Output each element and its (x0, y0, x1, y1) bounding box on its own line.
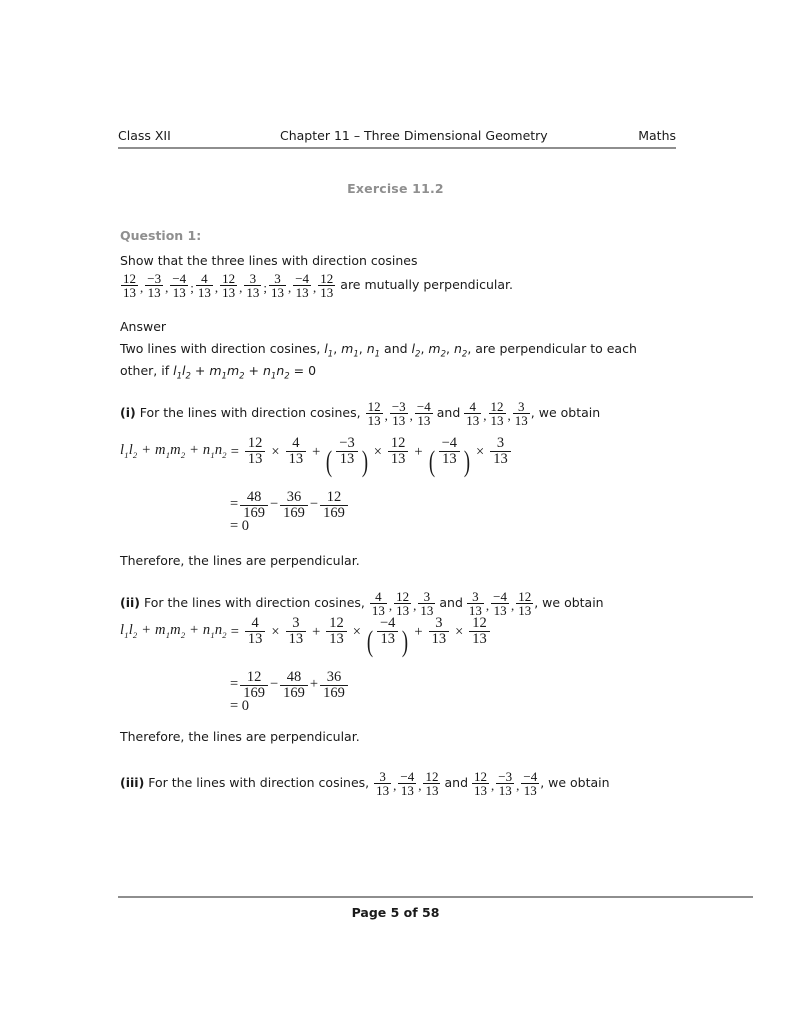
fraction-denominator: 13 (295, 285, 309, 301)
fraction (496, 770, 514, 798)
math-operator: = (230, 676, 239, 693)
fraction-numerator: 3 (244, 272, 261, 286)
fraction-separator: , (418, 777, 422, 793)
fraction-numerator: −4 (523, 769, 538, 784)
fraction-denominator: 13 (390, 451, 406, 468)
part-i-equation-line-1 (120, 435, 513, 478)
part-iii-set-a (373, 770, 441, 798)
equation-result-terms (230, 489, 350, 522)
fraction (388, 436, 409, 467)
fraction-numerator: 48 (280, 670, 308, 686)
fraction (398, 770, 416, 798)
fraction (489, 400, 506, 428)
fraction-denominator: 13 (376, 783, 390, 799)
fraction-denominator: 169 (243, 505, 265, 522)
fraction-numerator: 12 (123, 271, 136, 286)
part-iii-lead-text: For the lines with direction cosines, (148, 775, 370, 791)
fraction-separator: ; (190, 279, 194, 295)
fraction-separator: , (384, 407, 388, 423)
fraction-numerator: −4 (377, 616, 398, 632)
part-ii-equation-line-2 (230, 670, 350, 701)
direction-cosines-list (120, 272, 336, 300)
right-parenthesis: ) (361, 444, 368, 478)
fraction (240, 670, 268, 701)
page-header (118, 128, 676, 149)
fraction-numerator: 3 (490, 436, 511, 452)
math-operator: × (352, 623, 361, 640)
fraction-separator: , (413, 597, 417, 613)
fraction (415, 400, 433, 428)
math-operator: × (476, 443, 485, 460)
fraction-separator: , (483, 407, 487, 423)
fraction-separator: ; (263, 279, 267, 295)
question-label: Question 1: (120, 228, 202, 243)
fraction-denominator: 13 (425, 783, 439, 799)
equation-equals: = (230, 623, 239, 640)
fraction-denominator: 13 (442, 451, 457, 468)
math-operator: − (309, 496, 319, 513)
fraction (245, 436, 266, 467)
part-i-lead (120, 400, 680, 428)
fraction-denominator: 13 (490, 413, 504, 429)
footer-divider (118, 896, 753, 898)
fraction-numerator: 12 (222, 271, 236, 286)
fraction-numerator: 4 (196, 272, 213, 286)
question-trailing-text: are mutually perpendicular. (340, 277, 513, 293)
equation-terms (243, 615, 492, 658)
part-i-marker: (i) (120, 405, 136, 421)
right-parenthesis: ) (463, 444, 471, 478)
fraction-denominator: 13 (320, 285, 334, 301)
fraction-denominator: 13 (474, 783, 488, 799)
part-iii-marker: (iii) (120, 775, 145, 791)
fraction (467, 590, 484, 618)
fraction-separator: , (510, 597, 515, 613)
fraction (280, 490, 308, 521)
fraction-separator: , (388, 597, 393, 613)
fraction-numerator: 3 (429, 616, 450, 632)
part-i-equation-line-3: = 0 (230, 518, 250, 534)
part-ii-conclusion: Therefore, the lines are perpendicular. (120, 729, 360, 744)
question-text: Show that the three lines with direction cosines (120, 253, 418, 268)
left-parenthesis: ( (326, 444, 333, 478)
header-chapter-title: Chapter 11 – Three Dimensional Geometry (280, 128, 548, 143)
fraction-separator: , (507, 407, 511, 423)
fraction-numerator: 3 (269, 272, 286, 286)
fraction-denominator: 13 (270, 285, 284, 301)
fraction (320, 490, 348, 521)
fraction (390, 400, 408, 428)
math-operator: + (312, 443, 321, 460)
fraction (374, 770, 391, 798)
fraction (418, 590, 435, 618)
fraction-numerator: −4 (295, 271, 310, 286)
fraction-numerator: 12 (518, 589, 532, 604)
fraction (423, 770, 440, 798)
fraction-denominator: 169 (283, 505, 305, 522)
math-operator: × (271, 623, 280, 640)
fraction (377, 616, 398, 647)
part-i-conclusion: Therefore, the lines are perpendicular. (120, 553, 360, 568)
part-i-set-a (365, 400, 434, 428)
fraction-separator: , (485, 597, 490, 613)
fraction-numerator: 36 (320, 670, 348, 686)
fraction-separator: , (409, 407, 413, 423)
fraction-denominator: 13 (380, 631, 395, 648)
fraction (286, 436, 307, 467)
fraction-denominator: 13 (247, 451, 263, 468)
fraction-numerator: 3 (467, 590, 484, 604)
fraction-denominator: 13 (246, 285, 260, 301)
part-ii-equation-line-3: = 0 (230, 698, 250, 714)
part-i-equation-line-2 (230, 490, 350, 521)
fraction-numerator: 4 (370, 590, 387, 604)
math-operator: − (269, 496, 279, 513)
fraction-numerator: −4 (400, 769, 415, 784)
fraction-denominator: 13 (247, 631, 263, 648)
fraction-numerator: 12 (425, 769, 439, 784)
fraction-denominator: 13 (371, 603, 385, 619)
fraction-numerator: 12 (490, 399, 504, 414)
fraction (245, 616, 266, 647)
answer-label: Answer (120, 319, 167, 334)
fraction-numerator: 12 (469, 616, 490, 632)
fraction-numerator: −4 (439, 436, 460, 452)
math-operator: = (230, 496, 239, 513)
fraction (472, 770, 489, 798)
equation-equals: = (230, 443, 239, 460)
fraction-numerator: 12 (320, 271, 334, 286)
fraction-numerator: 3 (374, 770, 391, 784)
fraction-numerator: 4 (464, 400, 481, 414)
header-row (118, 128, 676, 147)
fraction (516, 590, 533, 618)
fraction-denominator: 13 (400, 783, 414, 799)
fraction-numerator: −3 (498, 769, 513, 784)
equation-lhs: $l_1l_2 + m_1m_2 + n_1n_2$ (120, 622, 227, 641)
part-ii-set-a (369, 590, 437, 618)
fraction (244, 272, 261, 300)
part-i-set-b (463, 400, 531, 428)
fraction (240, 490, 268, 521)
fraction-separator: , (491, 777, 495, 793)
fraction-numerator: 12 (396, 589, 410, 604)
fraction (121, 272, 138, 300)
fraction-denominator: 13 (466, 413, 480, 429)
question-cosines-line (120, 272, 680, 300)
part-i-tail: , we obtain (530, 405, 601, 421)
fraction-numerator: −3 (147, 271, 162, 286)
math-operator: + (414, 623, 423, 640)
fraction-denominator: 13 (392, 413, 406, 429)
fraction (293, 272, 311, 300)
footer-page-number: Page 5 of 58 (351, 905, 440, 920)
math-operator: × (455, 623, 464, 640)
fraction (439, 436, 460, 467)
left-parenthesis: ( (428, 444, 435, 478)
fraction-denominator: 13 (123, 285, 136, 301)
fraction (318, 272, 335, 300)
part-iii-tail: , we obtain (540, 775, 610, 791)
fraction-numerator: 4 (286, 436, 307, 452)
fraction-denominator: 13 (493, 451, 508, 468)
fraction (429, 616, 450, 647)
fraction-denominator: 13 (396, 603, 410, 619)
fraction (220, 272, 237, 300)
fraction-denominator: 13 (288, 631, 304, 648)
fraction (326, 616, 347, 647)
part-ii-marker: (ii) (120, 595, 140, 611)
fraction-separator: , (140, 279, 144, 295)
fraction (196, 272, 213, 300)
part-i-and: and (436, 405, 461, 421)
header-subject-label: Maths (638, 128, 676, 143)
fraction-numerator: 36 (280, 490, 308, 506)
header-class-label: Class XII (118, 128, 171, 143)
equation-terms (243, 435, 513, 478)
answer-line-1 (120, 338, 680, 359)
fraction-denominator: 13 (468, 603, 482, 619)
part-ii-tail: , we obtain (534, 595, 604, 611)
fraction-denominator: 13 (339, 451, 355, 468)
fraction-denominator: 13 (431, 631, 447, 648)
fraction-denominator: 13 (197, 285, 211, 301)
fraction-numerator: 12 (474, 769, 488, 784)
part-ii-and: and (439, 595, 463, 611)
right-parenthesis: ) (402, 624, 409, 658)
fraction-separator: , (313, 279, 317, 295)
equation-lhs: $l_1l_2 + m_1m_2 + n_1n_2$ (120, 442, 227, 461)
part-ii-equation-line-1 (120, 615, 492, 658)
fraction (145, 272, 163, 300)
fraction (491, 590, 509, 618)
fraction-denominator: 13 (493, 603, 507, 619)
fraction-numerator: 3 (513, 400, 530, 414)
equation-result-terms (230, 669, 350, 702)
fraction-denominator: 13 (514, 413, 528, 429)
answer-line-2 (120, 360, 680, 381)
math-operator: × (373, 443, 382, 460)
fraction (469, 616, 490, 647)
part-i-lead-text: For the lines with direction cosines, (139, 405, 361, 421)
fraction (366, 400, 383, 428)
part-iii-set-b (471, 770, 540, 798)
fraction-separator: , (239, 279, 243, 295)
fraction-numerator: 12 (240, 670, 268, 686)
fraction-denominator: 13 (329, 631, 344, 648)
fraction-numerator: 12 (388, 436, 409, 452)
fraction-numerator: 48 (240, 490, 268, 506)
fraction-separator: , (214, 279, 219, 295)
fraction-numerator: 3 (418, 590, 435, 604)
fraction (521, 770, 539, 798)
fraction-numerator: −3 (336, 436, 357, 452)
fraction (513, 400, 530, 428)
math-operator: × (271, 443, 280, 460)
answer-line-1-text: Two lines with direction cosines, $l_1$, $m_1$, $n_1$ and $l_2$, $m_2$, $n_2$, are perpendicular to each (120, 341, 637, 360)
fraction (286, 616, 307, 647)
fraction (336, 436, 357, 467)
fraction (170, 272, 188, 300)
fraction-denominator: 13 (172, 285, 186, 301)
fraction-denominator: 13 (147, 285, 161, 301)
fraction-numerator: 12 (320, 490, 348, 506)
fraction (370, 590, 387, 618)
part-ii-lead-text: For the lines with direction cosines, (143, 595, 365, 611)
fraction-numerator: −4 (172, 271, 187, 286)
fraction-denominator: 13 (523, 783, 537, 799)
math-operator: − (269, 676, 279, 693)
fraction-denominator: 169 (283, 685, 305, 702)
fraction-denominator: 13 (472, 631, 487, 648)
part-iii-and: and (444, 775, 469, 791)
fraction-denominator: 13 (518, 603, 532, 619)
fraction-separator: , (287, 279, 292, 295)
fraction-denominator: 13 (498, 783, 512, 799)
fraction-separator: , (393, 777, 397, 793)
fraction-denominator: 13 (367, 413, 381, 429)
fraction (320, 670, 348, 701)
fraction (280, 670, 308, 701)
fraction-numerator: −4 (416, 399, 431, 414)
fraction-denominator: 13 (417, 413, 431, 429)
fraction-separator: , (165, 279, 169, 295)
fraction (269, 272, 286, 300)
left-parenthesis: ( (366, 624, 374, 658)
part-iii-lead (120, 770, 680, 798)
fraction-denominator: 169 (323, 505, 345, 522)
fraction-denominator: 169 (243, 685, 265, 702)
fraction-numerator: 4 (245, 616, 266, 632)
answer-line-2-text: other, if $l_1l_2 + m_1m_2 + n_1n_2 = 0$ (120, 363, 317, 382)
fraction-numerator: 12 (245, 436, 266, 452)
fraction-denominator: 13 (288, 451, 304, 468)
fraction (490, 436, 511, 467)
fraction (394, 590, 411, 618)
math-operator: + (309, 676, 319, 693)
part-ii-lead (120, 590, 680, 618)
fraction-numerator: 12 (326, 616, 347, 632)
fraction (464, 400, 481, 428)
fraction-denominator: 169 (323, 685, 345, 702)
fraction-denominator: 13 (222, 285, 236, 301)
exercise-title: Exercise 11.2 (347, 181, 444, 196)
fraction-separator: , (516, 777, 520, 793)
header-divider (118, 147, 676, 149)
fraction-numerator: 12 (367, 399, 381, 414)
fraction-denominator: 13 (420, 603, 434, 619)
math-operator: + (312, 623, 321, 640)
part-ii-set-b (466, 590, 534, 618)
fraction-numerator: −3 (391, 399, 406, 414)
math-operator: + (414, 443, 423, 460)
fraction-numerator: −4 (493, 589, 507, 604)
fraction-numerator: 3 (286, 616, 307, 632)
